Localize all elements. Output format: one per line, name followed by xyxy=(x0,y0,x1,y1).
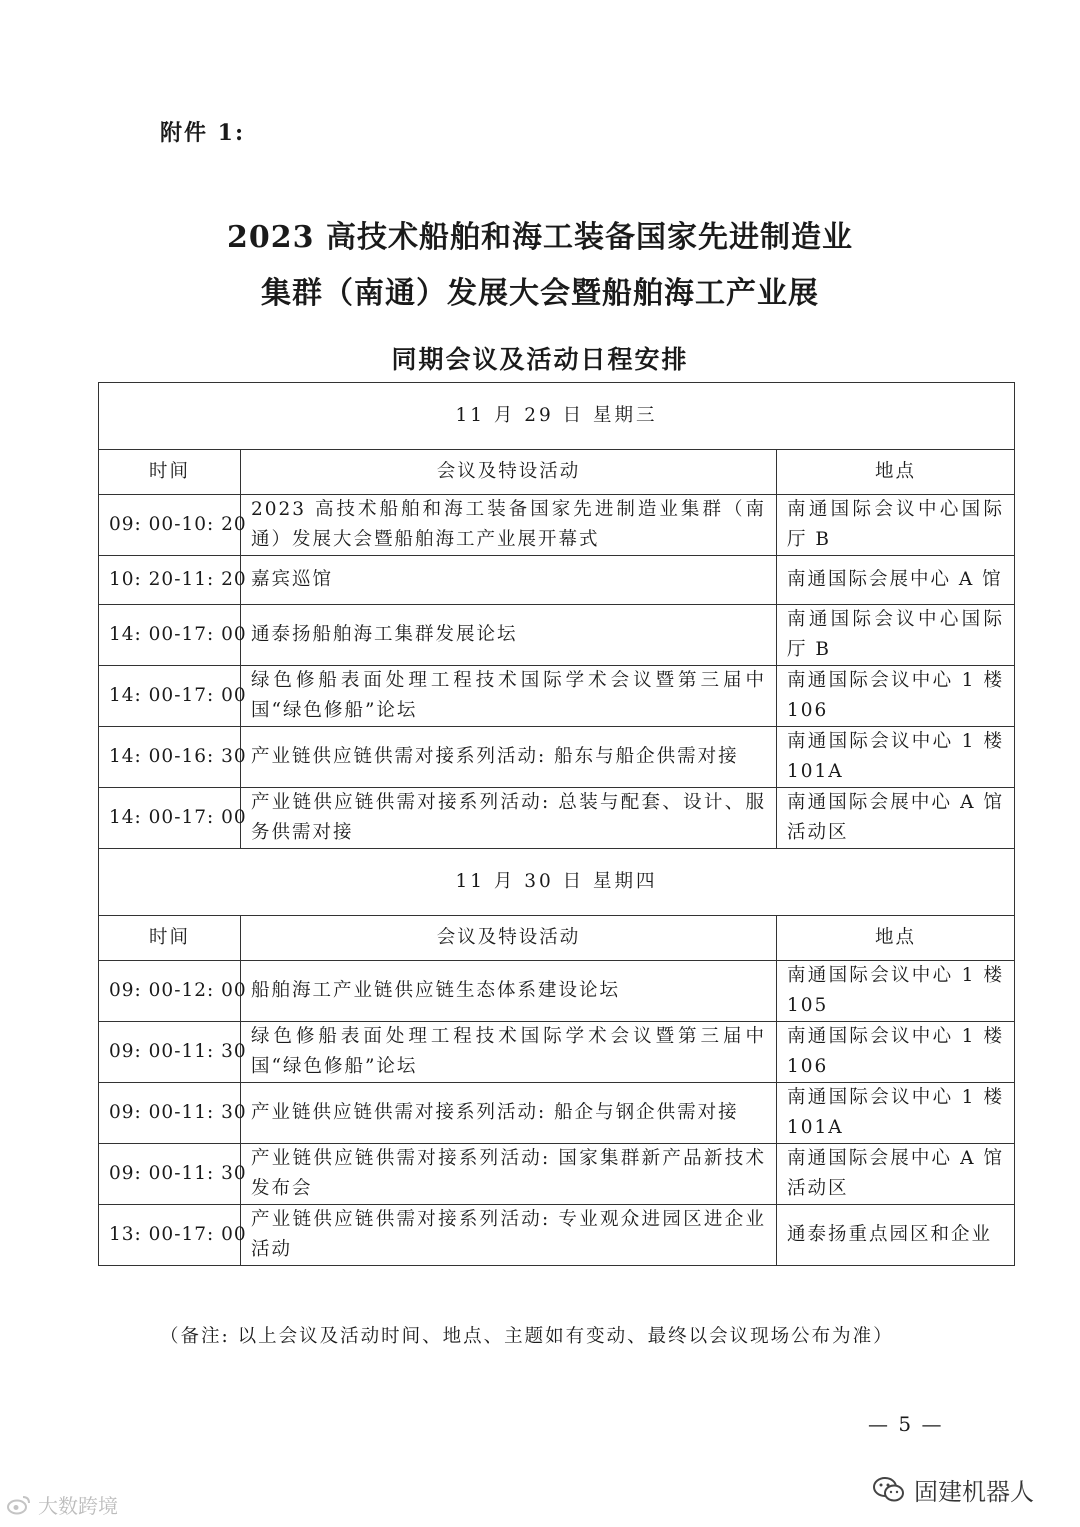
row-location: 南通国际会议中心国际厅 B xyxy=(777,495,1015,556)
row-event: 通泰扬船舶海工集群发展论坛 xyxy=(241,605,777,666)
watermark-left xyxy=(6,1490,118,1519)
row-event: 产业链供应链供需对接系列活动: 总装与配套、设计、服务供需对接 xyxy=(241,788,777,849)
col-header-time: 时间 xyxy=(99,450,241,495)
row-event: 产业链供应链供需对接系列活动: 船企与钢企供需对接 xyxy=(241,1083,777,1144)
row-time: 14: 00-16: 30 xyxy=(99,727,241,788)
row-location: 南通国际会展中心 A 馆活动区 xyxy=(777,788,1015,849)
row-time: 14: 00-17: 00 xyxy=(99,666,241,727)
row-time: 09: 00-11: 30 xyxy=(99,1144,241,1205)
attachment-label: 附件 1: xyxy=(160,120,246,146)
row-location: 南通国际会议中心 1 楼 101A xyxy=(777,727,1015,788)
table-row xyxy=(99,961,1015,1022)
day-header-row xyxy=(99,849,1015,916)
row-event: 嘉宾巡馆 xyxy=(241,556,777,605)
page-number: — 5 — xyxy=(868,1412,944,1436)
row-location: 南通国际会议中心国际厅 B xyxy=(777,605,1015,666)
row-location: 南通国际会展中心 A 馆活动区 xyxy=(777,1144,1015,1205)
watermark-left-text: 大数跨境 xyxy=(38,1494,118,1518)
col-header-event: 会议及特设活动 xyxy=(241,450,777,495)
row-time: 13: 00-17: 00 xyxy=(99,1205,241,1266)
table-row xyxy=(99,556,1015,605)
table-row xyxy=(99,788,1015,849)
table-row xyxy=(99,1144,1015,1205)
document-title-line-1: 2023 高技术船舶和海工装备国家先进制造业 xyxy=(227,220,853,255)
row-location: 南通国际会展中心 A 馆 xyxy=(777,556,1015,605)
table-row xyxy=(99,605,1015,666)
table-row xyxy=(99,495,1015,556)
col-header-time: 时间 xyxy=(99,916,241,961)
day-header: 11 月 30 日 星期四 xyxy=(99,849,1015,916)
day-header: 11 月 29 日 星期三 xyxy=(99,383,1015,450)
watermark-right xyxy=(872,1472,1034,1507)
day-header-row xyxy=(99,383,1015,450)
row-event: 产业链供应链供需对接系列活动: 船东与船企供需对接 xyxy=(241,727,777,788)
row-location: 南通国际会议中心 1 楼 105 xyxy=(777,961,1015,1022)
row-time: 10: 20-11: 20 xyxy=(99,556,241,605)
row-location: 南通国际会议中心 1 楼 106 xyxy=(777,666,1015,727)
wechat-icon xyxy=(872,1476,906,1504)
row-time: 14: 00-17: 00 xyxy=(99,788,241,849)
col-header-location: 地点 xyxy=(777,916,1015,961)
schedule-subtitle: 同期会议及活动日程安排 xyxy=(391,345,689,374)
column-header-row xyxy=(99,916,1015,961)
row-event: 船舶海工产业链供应链生态体系建设论坛 xyxy=(241,961,777,1022)
col-header-location: 地点 xyxy=(777,450,1015,495)
table-row xyxy=(99,1022,1015,1083)
row-event: 产业链供应链供需对接系列活动: 专业观众进园区进企业活动 xyxy=(241,1205,777,1266)
row-location: 南通国际会议中心 1 楼 101A xyxy=(777,1083,1015,1144)
row-location: 南通国际会议中心 1 楼 106 xyxy=(777,1022,1015,1083)
row-location: 通泰扬重点园区和企业 xyxy=(777,1205,1015,1266)
weibo-icon xyxy=(6,1494,32,1516)
table-row xyxy=(99,1205,1015,1266)
row-event: 绿色修船表面处理工程技术国际学术会议暨第三届中国“绿色修船”论坛 xyxy=(241,666,777,727)
row-event: 绿色修船表面处理工程技术国际学术会议暨第三届中国“绿色修船”论坛 xyxy=(241,1022,777,1083)
table-row xyxy=(99,1083,1015,1144)
row-time: 09: 00-11: 30 xyxy=(99,1022,241,1083)
table-row xyxy=(99,727,1015,788)
row-time: 09: 00-12: 00 xyxy=(99,961,241,1022)
row-time: 14: 00-17: 00 xyxy=(99,605,241,666)
row-event: 2023 高技术船舶和海工装备国家先进制造业集群（南通）发展大会暨船舶海工产业展开幕式 xyxy=(241,495,777,556)
row-time: 09: 00-11: 30 xyxy=(99,1083,241,1144)
watermark-right-text: 固建机器人 xyxy=(914,1478,1034,1506)
col-header-event: 会议及特设活动 xyxy=(241,916,777,961)
footnote-remark: （备注: 以上会议及活动时间、地点、主题如有变动、最终以会议现场公布为准） xyxy=(160,1326,894,1347)
row-event: 产业链供应链供需对接系列活动: 国家集群新产品新技术发布会 xyxy=(241,1144,777,1205)
schedule-table xyxy=(98,382,1015,1266)
table-row xyxy=(99,666,1015,727)
document-title-line-2: 集群（南通）发展大会暨船舶海工产业展 xyxy=(261,276,819,311)
column-header-row xyxy=(99,450,1015,495)
row-time: 09: 00-10: 20 xyxy=(99,495,241,556)
